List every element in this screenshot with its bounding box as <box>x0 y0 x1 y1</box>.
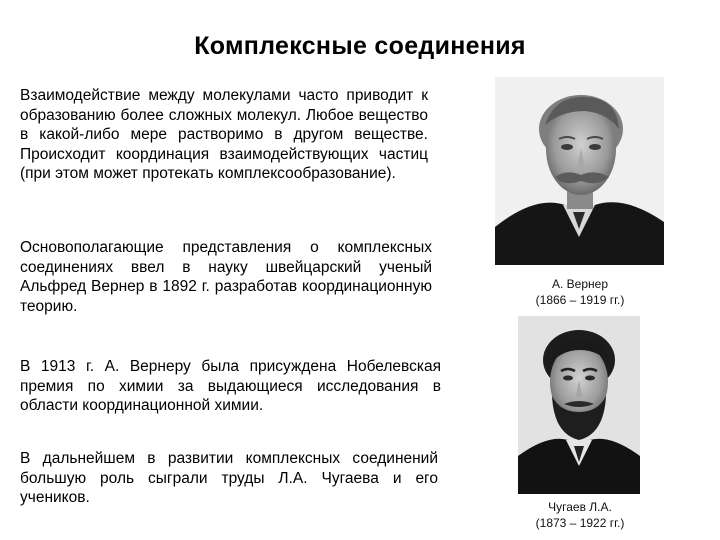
paragraph-werner-theory: Основополагающие представления о комплексных соединениях ввел в науку швейцарский ученый Альфред Вернер в 1892 г. разработав координационную теорию. <box>20 239 432 315</box>
slide-title: Комплексные соединения <box>194 32 526 60</box>
chugaev-portrait <box>518 316 640 494</box>
chugaev-years: (1873 – 1922 гг.) <box>535 516 625 530</box>
paragraph-nobel-prize: В 1913 г. А. Вернеру была присуждена Нобелевская премия по химии за выдающиеся исследования в области координационной химии. <box>20 358 441 414</box>
werner-name: А. Вернер <box>552 277 608 291</box>
werner-years: (1866 – 1919 гг.) <box>535 293 625 307</box>
chugaev-caption <box>505 499 655 531</box>
chugaev-name: Чугаев Л.А. <box>548 500 612 514</box>
werner-caption <box>500 276 660 308</box>
werner-portrait <box>495 77 664 265</box>
paragraph-interaction: Взаимодействие между молекулами часто приводит к образованию более сложных молекул. Любое вещество в какой-либо мере растворимо в другом веществе. Происходит координация взаимодействующих частиц (при этом может протекать комплексообразование). <box>20 87 428 182</box>
paragraph-chugaev: В дальнейшем в развитии комплексных соединений большую роль сыграли труды Л.А. Чугаева и его учеников. <box>20 450 438 506</box>
